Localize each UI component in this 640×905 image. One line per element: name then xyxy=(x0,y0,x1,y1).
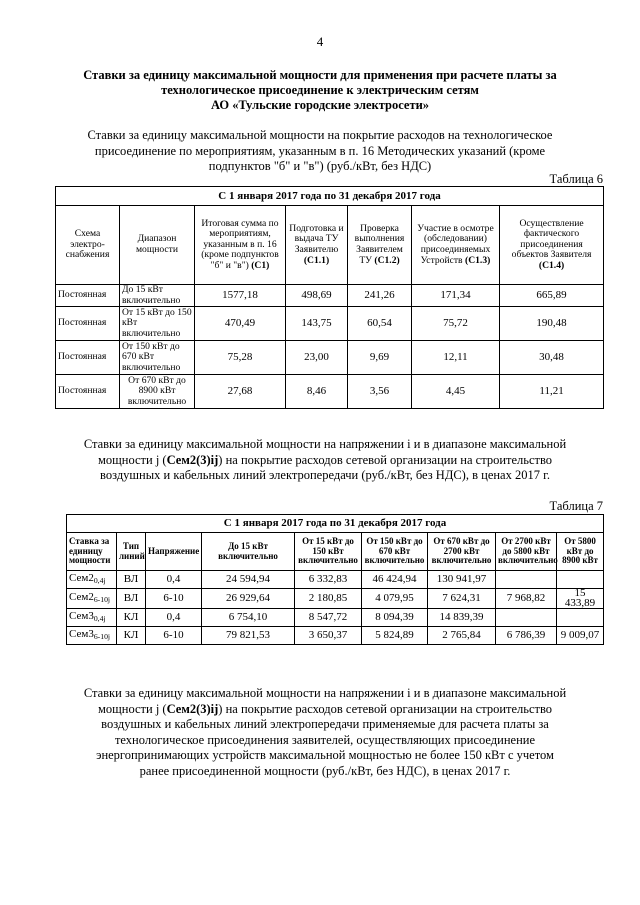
cell-c11: 498,69 xyxy=(286,285,348,307)
table6-label: Таблица 6 xyxy=(549,172,603,186)
cell-value: 7 968,82 xyxy=(496,589,557,609)
cell-rate-code xyxy=(67,609,117,627)
text-line: присоединение по мероприятиям, указанным в п. 16 Методических указаний (кроме xyxy=(94,143,546,158)
header-text: Участие в осмотре (обследовании) присоединяемых Устройств xyxy=(417,222,494,266)
cell-c13: 171,34 xyxy=(412,285,500,307)
col-header-c12 xyxy=(348,206,412,285)
cell-value: 46 424,94 xyxy=(362,571,428,589)
cell-total: 27,68 xyxy=(195,375,286,409)
cell-voltage: 6-10 xyxy=(146,627,202,645)
cell-type: КЛ xyxy=(117,627,146,645)
cell-total: 1577,18 xyxy=(195,285,286,307)
table-row xyxy=(67,589,604,609)
code-main: Сем3 xyxy=(69,627,94,640)
cell-c13: 4,45 xyxy=(412,375,500,409)
cell-value: 15 433,89 xyxy=(557,589,604,609)
cell-range: От 15 кВт до 150 кВт включительно xyxy=(120,307,195,341)
cell-scheme: Постоянная xyxy=(56,285,120,307)
col-header-voltage: Напряжение xyxy=(146,533,202,571)
cell-value: 5 824,89 xyxy=(362,627,428,645)
cell-c14: 190,48 xyxy=(500,307,604,341)
text-line: Ставки за единицу максимальной мощности на покрытие расходов на технологическое xyxy=(87,128,553,142)
table7-header-row xyxy=(67,533,604,571)
code-sub: 0,4j xyxy=(93,575,106,585)
col-header-c13 xyxy=(412,206,500,285)
rate-code: Сем2(3)ij xyxy=(166,701,219,716)
cell-type: ВЛ xyxy=(117,589,146,609)
cell-value: 8 547,72 xyxy=(295,609,362,627)
text-line xyxy=(60,702,590,718)
cell-value: 130 941,97 xyxy=(428,571,496,589)
cell-value: 24 594,94 xyxy=(202,571,295,589)
col-header-type: Тип линий xyxy=(117,533,146,571)
cell-range: От 150 кВт до 670 кВт включительно xyxy=(120,341,195,375)
cell-scheme: Постоянная xyxy=(56,375,120,409)
table-row xyxy=(67,571,604,589)
title-line: АО «Тульские городские электросети» xyxy=(210,98,430,112)
cell-value: 6 786,39 xyxy=(496,627,557,645)
table-6 xyxy=(55,186,604,409)
title-line: Ставки за единицу максимальной мощности для применения при расчете платы за xyxy=(83,68,557,82)
cell-c13: 75,72 xyxy=(412,307,500,341)
col-header-scheme: Схема электро-снабжения xyxy=(56,206,120,285)
cell-value: 79 821,53 xyxy=(202,627,295,645)
cell-range: От 670 кВт до 8900 кВт включительно xyxy=(120,375,195,409)
section3-text xyxy=(60,686,590,780)
cell-c12: 241,26 xyxy=(348,285,412,307)
document-title xyxy=(60,68,580,113)
col-header-c14 xyxy=(500,206,604,285)
cell-c12: 60,54 xyxy=(348,307,412,341)
header-code: (С1.3) xyxy=(465,254,491,266)
cell-value xyxy=(496,609,557,627)
cell-voltage: 0,4 xyxy=(146,571,202,589)
section1-text xyxy=(60,128,580,175)
text-line: Ставки за единицу максимальной мощности на напряжении i и в диапазоне максимальной xyxy=(83,686,567,700)
col-header-range: От 150 кВт до 670 кВт включительно xyxy=(362,533,428,571)
col-header-c11 xyxy=(286,206,348,285)
col-header-range: От 15 кВт до 150 кВт включительно xyxy=(295,533,362,571)
cell-voltage: 0,4 xyxy=(146,609,202,627)
cell-type: ВЛ xyxy=(117,571,146,589)
cell-total: 75,28 xyxy=(195,341,286,375)
cell-scheme: Постоянная xyxy=(56,341,120,375)
cell-value: 6 754,10 xyxy=(202,609,295,627)
cell-value xyxy=(557,609,604,627)
cell-scheme: Постоянная xyxy=(56,307,120,341)
cell-value: 4 079,95 xyxy=(362,589,428,609)
code-sub: 6-10j xyxy=(93,594,111,604)
cell-c14: 11,21 xyxy=(500,375,604,409)
cell-value: 2 180,85 xyxy=(295,589,362,609)
text-line xyxy=(60,453,590,469)
cell-c11: 8,46 xyxy=(286,375,348,409)
text-line: подпунктов "б" и "в") (руб./кВт, без НДС) xyxy=(208,159,432,174)
cell-c11: 143,75 xyxy=(286,307,348,341)
col-header-rate: Ставка за единицу мощности xyxy=(67,533,117,571)
header-code: (С1) xyxy=(251,259,270,271)
text-line: воздушных и кабельных линий электропередачи (руб./кВт, без НДС), в ценах 2017 г. xyxy=(100,468,550,483)
cell-c12: 3,56 xyxy=(348,375,412,409)
cell-c14: 665,89 xyxy=(500,285,604,307)
text-fragment: мощности j ( xyxy=(97,701,167,716)
col-header-total xyxy=(195,206,286,285)
code-sub: 0,4j xyxy=(93,613,106,623)
header-text: Осуществление фактического присоединения объектов Заявителя xyxy=(511,217,592,261)
page-number: 4 xyxy=(316,34,324,49)
table6-header-row xyxy=(56,206,604,285)
col-header-range: Диапазон мощности xyxy=(120,206,195,285)
text-line: Ставки за единицу максимальной мощности на напряжении i и в диапазоне максимальной xyxy=(83,437,567,451)
header-code: (С1.2) xyxy=(374,254,400,266)
table-row xyxy=(56,341,604,375)
code-main: Сем3 xyxy=(69,609,94,622)
rate-code: Сем2(3)ij xyxy=(166,452,219,467)
header-text: Подготовка и выдача ТУ Заявителю xyxy=(289,222,344,255)
cell-rate-code xyxy=(67,627,117,645)
table-7 xyxy=(66,514,604,645)
table6-period: С 1 января 2017 года по 31 декабря 2017 года xyxy=(56,187,604,206)
cell-value: 8 094,39 xyxy=(362,609,428,627)
section2-text xyxy=(60,437,590,484)
cell-value: 2 765,84 xyxy=(428,627,496,645)
table-row xyxy=(56,307,604,341)
cell-voltage: 6-10 xyxy=(146,589,202,609)
table-row xyxy=(56,375,604,409)
cell-value: 6 332,83 xyxy=(295,571,362,589)
cell-rate-code xyxy=(67,589,117,609)
code-main: Сем2 xyxy=(69,571,94,584)
cell-total: 470,49 xyxy=(195,307,286,341)
cell-value: 3 650,37 xyxy=(295,627,362,645)
cell-value xyxy=(496,571,557,589)
table-row xyxy=(67,627,604,645)
text-fragment: мощности j ( xyxy=(97,452,167,467)
cell-value: 14 839,39 xyxy=(428,609,496,627)
col-header-range: От 670 кВт до 2700 кВт включительно xyxy=(428,533,496,571)
col-header-range: До 15 кВт включительно xyxy=(202,533,295,571)
col-header-range: От 2700 кВт до 5800 кВт включительно xyxy=(496,533,557,571)
header-text: Проверка выполнения Заявителем ТУ xyxy=(354,222,405,266)
cell-rate-code xyxy=(67,571,117,589)
header-text: Итоговая сумма по мероприятиям, указанным в п. 16 (кроме подпунктов "б" и "в") xyxy=(201,217,279,271)
col-header-range: От 5800 кВт до 8900 кВт xyxy=(557,533,604,571)
cell-range: До 15 кВт включительно xyxy=(120,285,195,307)
code-main: Сем2 xyxy=(69,590,94,603)
table-row xyxy=(56,285,604,307)
table7-label: Таблица 7 xyxy=(549,499,603,513)
table-row xyxy=(67,609,604,627)
cell-c12: 9,69 xyxy=(348,341,412,375)
text-line: энергопринимающих устройств максимальной мощностью не более 150 кВт с учетом xyxy=(96,748,554,763)
cell-value: 9 009,07 xyxy=(557,627,604,645)
cell-type: КЛ xyxy=(117,609,146,627)
text-line: ранее присоединенной мощности (руб./кВт, без НДС), в ценах 2017 г. xyxy=(139,763,511,778)
cell-c11: 23,00 xyxy=(286,341,348,375)
text-fragment: ) на покрытие расходов сетевой организации на строительство xyxy=(218,452,553,467)
header-code: (С1.4) xyxy=(538,259,565,271)
text-line: воздушных и кабельных линий электропередачи применяемые для расчета платы за xyxy=(101,717,549,732)
code-sub: 6-10j xyxy=(93,631,111,641)
title-line: технологическое присоединение к электрическим сетям xyxy=(161,83,479,97)
cell-c13: 12,11 xyxy=(412,341,500,375)
cell-value: 7 624,31 xyxy=(428,589,496,609)
table7-period: С 1 января 2017 года по 31 декабря 2017 года xyxy=(67,515,604,533)
cell-value: 26 929,64 xyxy=(202,589,295,609)
header-code: (С1.1) xyxy=(303,254,330,266)
text-fragment: ) на покрытие расходов сетевой организации на строительство xyxy=(218,701,553,716)
cell-c14: 30,48 xyxy=(500,341,604,375)
cell-value xyxy=(557,571,604,589)
text-line: технологическое присоединения заявителей, осуществляющих присоединение xyxy=(114,732,536,747)
